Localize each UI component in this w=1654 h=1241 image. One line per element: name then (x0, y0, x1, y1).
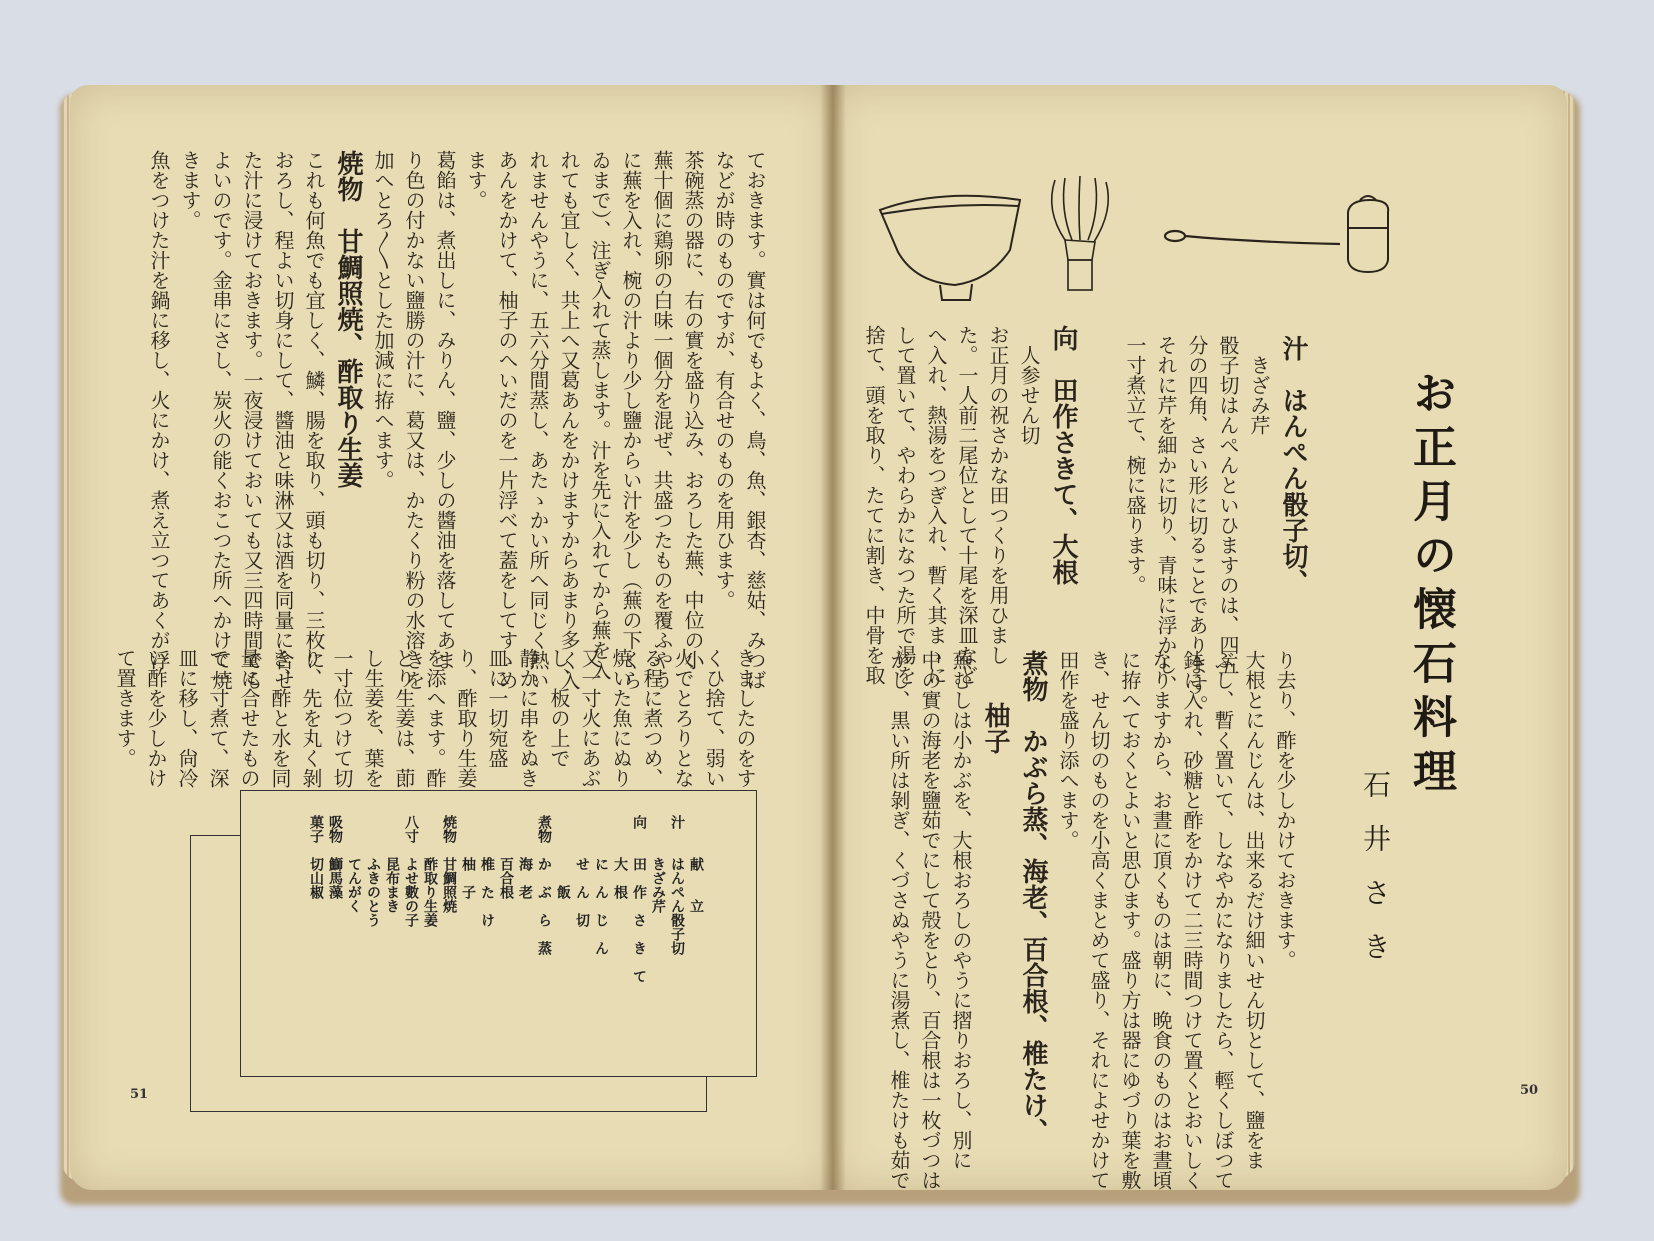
text-line: 皿に移し、尙冷 (175, 648, 199, 788)
text-line: これも何魚でも宜しく、鱗、腸を取り、頭も切り、三枚に (302, 150, 326, 670)
section-heading-nimono: 煮物 かぶら蒸、海老、百合根、椎たけ、 (1018, 650, 1048, 1144)
text-line: して置いて、やわらかになつた所で湯を (893, 325, 917, 685)
text-line: 葛餡は、煮出しに、みりん、鹽、少しの醬油を落してあま (433, 150, 457, 670)
text-line: た汁に浸けておきます。一夜浸けておいても又三四時間でも (240, 150, 264, 690)
text-line: 分の四角、さい形に切ることであります。 (1185, 335, 1209, 715)
section-heading-nimono-2: 柚子 (980, 650, 1010, 754)
tea-caddy-icon (1348, 196, 1388, 272)
menu-item: 酢取り生姜 (422, 815, 438, 927)
text-line: る程に煮つめ、 (640, 648, 664, 788)
text-line: れませんやうに、五六分間蒸し、あたゝかい所へ同じく熱い (526, 150, 550, 690)
text-line: き、せん切のものを小高くまとめて盛り、それによせかけて (1087, 650, 1111, 1190)
text-line: 蕪十個に鶏卵の白味一個分を混ぜ、共盛つたものを覆ふやう (650, 150, 674, 690)
text-line: 魚をつけた汁を鍋に移し、火にかけ、煮え立つてあくが浮 (147, 150, 171, 670)
menu-list (250, 815, 705, 1055)
text-line: 大根とにんじんは、出来るだけ細いせん切として、鹽をま (1242, 650, 1266, 1170)
text-line: し、板の上で (547, 648, 571, 768)
text-line: し生姜を、葉を (361, 648, 385, 788)
left-lower-text (113, 648, 760, 788)
text-line: た。一人前二尾位として十尾を深皿など (955, 325, 979, 685)
text-line: 人参せん切 (1017, 325, 1041, 445)
menu-item: 菓子 切山椒 (308, 815, 324, 899)
text-line: あんをかけて、柚子のへいだのを一片浮べて蓋をしてすゝめ (495, 150, 519, 690)
text-line: れても宜しく、共上へ又葛あんをかけますからあまり多く入 (557, 150, 581, 690)
text-line: 捨て、頭を取り、たてに割き、中骨を取 (862, 325, 886, 685)
menu-item: ふきのとう (365, 815, 381, 927)
menu-item: に ん じ ん (593, 815, 609, 955)
menu-item: 八寸 よせ數の子 (403, 815, 419, 927)
text-line: 一寸煮立て、椀に盛ります。 (1123, 335, 1147, 595)
text-line: などが時のものですが、有合せのものを用ひます。 (712, 150, 736, 610)
text-line: 又一寸火にあぶ (578, 648, 602, 788)
text-line: て置きます。 (113, 648, 137, 768)
text-line: 鉢に入れ、砂糖と酢をかけて二三時間つけて置くとおいしく (1180, 650, 1204, 1190)
text-line: を添へます。酢 (423, 648, 447, 788)
section-heading-shiru: 汁 はんぺん骰子切、 (1278, 335, 1308, 595)
text-line: きざみ芹 (1247, 335, 1271, 435)
tea-utensils-illustration (870, 170, 1390, 320)
text-line: なりますから、お晝に頂くものは朝に、晩食のものはお晝頃 (1149, 650, 1173, 1190)
article-title: お正月の懐石料理 (1405, 370, 1456, 802)
text-line: よいのです。金串にさし、炭火の能くおこつた所へかけて焼 (209, 150, 233, 690)
menu-item: 昆布まき (384, 815, 400, 913)
text-line: くひ捨て、弱い (702, 648, 726, 788)
menu-item: 柚 子 (460, 815, 476, 899)
text-line: に拵へておくとよいと思ひます。盛り方は器にゆづり葉を敷 (1118, 650, 1142, 1190)
text-line: 骰子切はんぺんといひますのは、四五 (1216, 335, 1240, 675)
book-gutter (820, 85, 846, 1190)
right-lower-text (875, 650, 1300, 1190)
text-line: い酢を少しかけ (144, 648, 168, 788)
section-heading-mukou: 向 田作さきて、大根 (1048, 325, 1078, 585)
right-upper-text-2 (862, 325, 1082, 685)
text-line: それに芹を細かに切り、青味に浮かし、 (1154, 335, 1178, 695)
menu-item: 煮物 か ぶ ら 蒸 (536, 815, 552, 955)
text-line: おろし、程よい切身にして、醬油と味淋又は酒を同量に合せ (271, 150, 295, 690)
text-line: ておきます。實は何でもよく、鳥、魚、銀杏、慈姑、みつば (743, 150, 767, 690)
text-line: 焼いた魚にぬり (609, 648, 633, 788)
menu-item: 向 田 作 さ き て (631, 815, 647, 983)
text-line: に蕪を入れ、椀の汁より少し鹽からい汁を少し（蕪の下くら (619, 150, 643, 690)
section-heading-yakimono: 焼物 甘鯛照焼、酢取り生姜 (333, 150, 363, 488)
text-line: 一寸位つけて切 (330, 648, 354, 788)
text-line: 蕪むしは小かぶを、大根おろしのやうに摺りおろし、別に (949, 650, 973, 1170)
menu-item: 大 根 (612, 815, 628, 899)
text-line: がし、黒い所は剝ぎ、くづさぬやうに湯煮し、椎たけも茹で (887, 650, 911, 1190)
text-line: り去り、酢を少しかけておきます。 (1273, 650, 1297, 970)
page-number-left: 51 (130, 1087, 149, 1102)
menu-item: てんがく (346, 815, 362, 913)
text-line: ゐまで）、注ぎ入れて蒸します。汁を先に入れてから蕪を入 (588, 150, 612, 680)
text-line: り色の付かない鹽勝の汁に、葛又は、かたくり粉の水溶きを (402, 150, 426, 690)
tea-scoop-icon (1165, 231, 1340, 244)
text-line: ぶし、暫く置いて、しなやかになりましたら、輕くしぼつて (1211, 650, 1235, 1190)
text-line: り、酢取り生姜 (454, 648, 478, 788)
menu-item: 吸物 鰤馬藻 (327, 815, 343, 899)
text-line: お正月の祝さかな田つくりを用ひまし (986, 325, 1010, 665)
menu-item: きざみ芹 (650, 815, 666, 913)
menu-item: 椎 た け (479, 815, 495, 927)
menu-title: 献 立 (688, 815, 704, 913)
text-line: 量に合せたもの (237, 648, 261, 788)
menu-item: 百合根 (498, 815, 514, 899)
menu-item: せ ん 切 (574, 815, 590, 927)
text-line: 皿に一切宛盛 (485, 648, 509, 768)
text-line: ます。 (464, 150, 488, 210)
text-line: 加へとろ〳〵とした加減に拵へます。 (371, 150, 395, 490)
left-upper-text (147, 150, 770, 690)
text-line: 田作を盛り添へます。 (1056, 650, 1080, 850)
menu-item: 飯 (555, 815, 571, 899)
menu-item: 海 老 (517, 815, 533, 899)
text-line: へ入れ、熱湯をつぎ入れ、暫く其まゝに (924, 325, 948, 685)
tea-bowl-icon (880, 196, 1020, 300)
text-line: 中の實の海老を鹽茹でにして殻をとり、百合根は一枚づつは (918, 650, 942, 1190)
menu-item: 焼物 甘鯛照焼 (441, 815, 457, 913)
text-line: 静かに串をぬき (516, 648, 540, 788)
text-line: きます。 (178, 150, 202, 230)
text-line: り、先を丸く剝 (299, 648, 323, 788)
tea-whisk-icon (1052, 176, 1109, 290)
text-line: 火でとろりとな (671, 648, 695, 788)
page-number-right: 50 (1520, 1083, 1539, 1098)
text-line: 茶碗蒸の器に、右の實を盛り込み、おろした蕪、中位の小 (681, 150, 705, 670)
author-name: 石井さき (1359, 770, 1392, 986)
text-line: どり生姜は、莭 (392, 648, 416, 788)
text-line: きましたのをす (733, 648, 757, 788)
text-line: で一寸煮て、深 (206, 648, 230, 788)
text-line: き、酢と水を同 (268, 648, 292, 788)
menu-item: 汁 はんぺん骰子切 (669, 815, 685, 955)
